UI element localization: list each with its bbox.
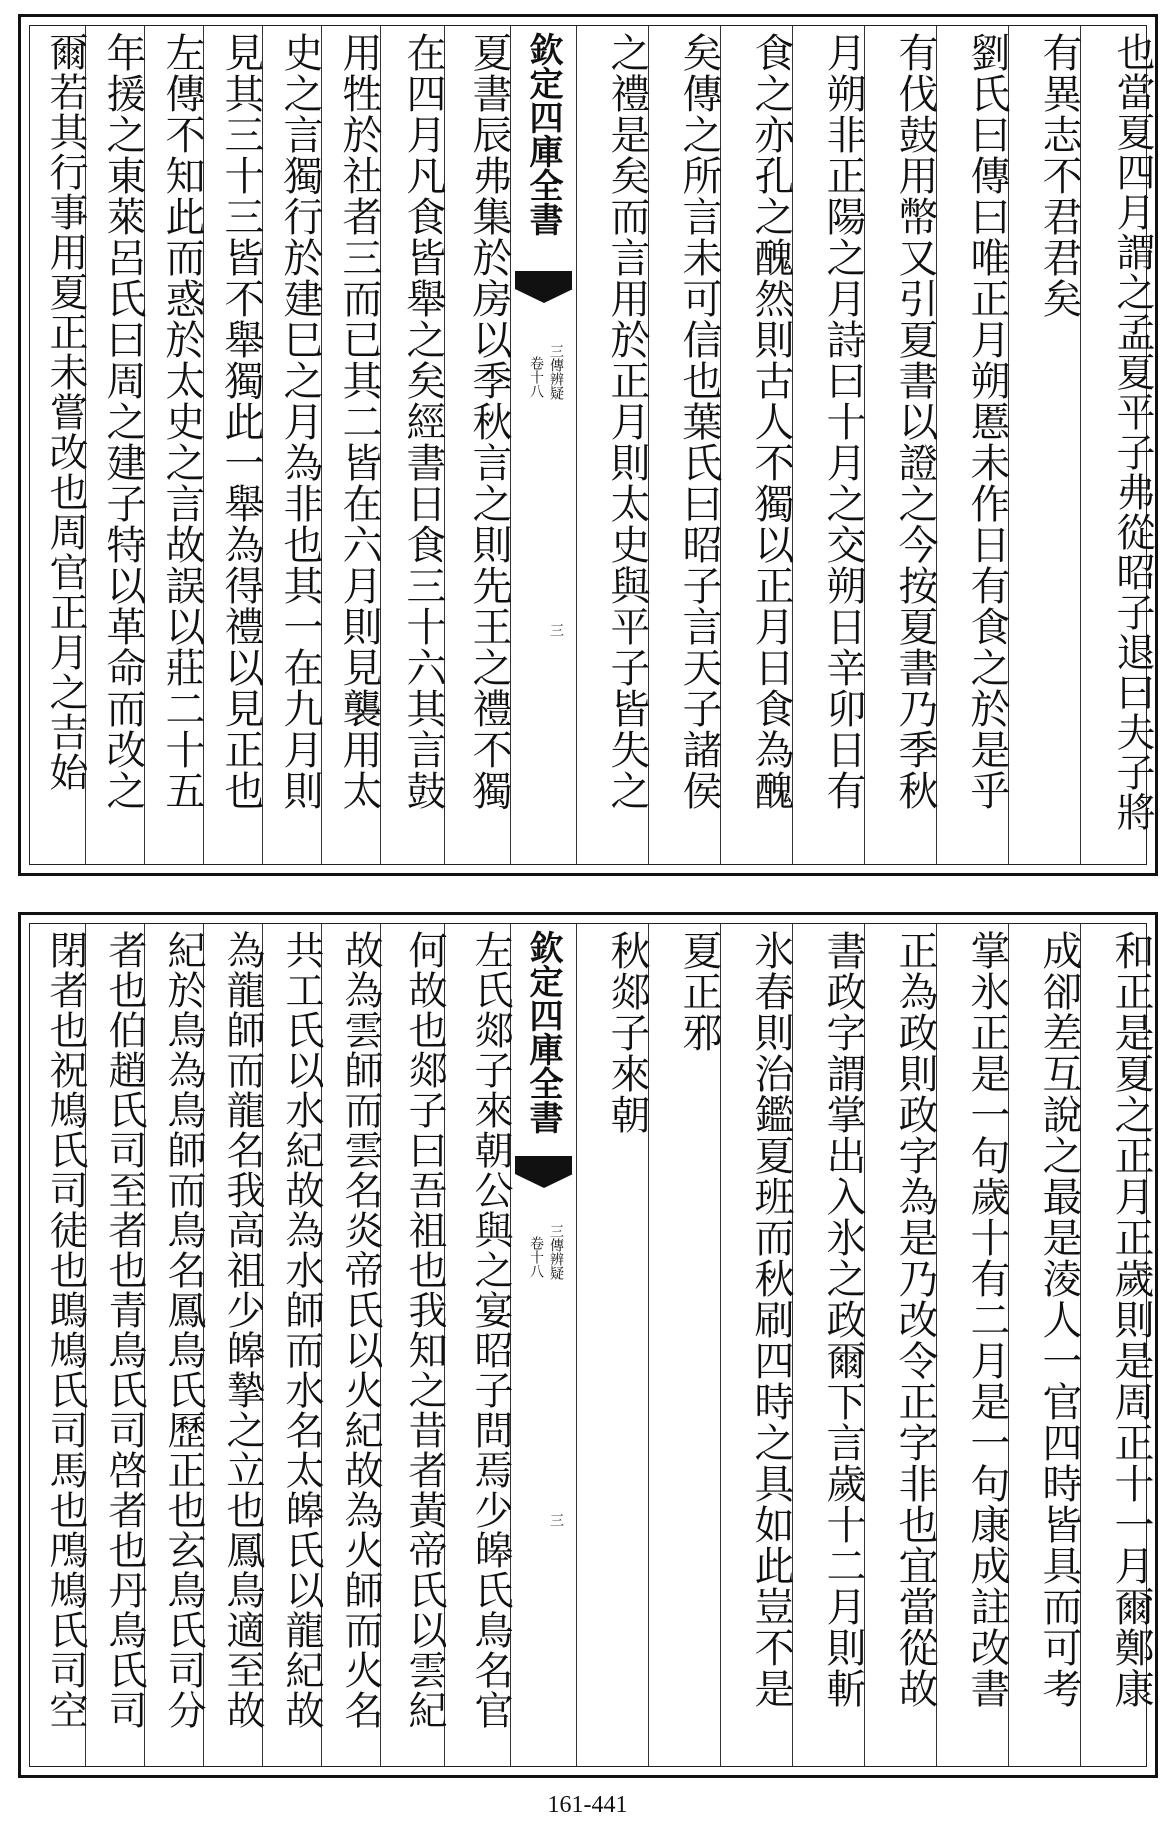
text-column	[321, 26, 380, 864]
page-number: 三	[548, 1513, 564, 1527]
text-column	[85, 26, 144, 864]
column-text: 正為政則政字為是乃改令正字非也宜當從故	[892, 930, 938, 1709]
book-series-title: 欽定四庫全書	[523, 930, 563, 1134]
bottom-page-frame	[29, 923, 1154, 1767]
bottom-page	[18, 912, 1158, 1778]
text-column	[1080, 26, 1155, 864]
text-column	[720, 924, 792, 1766]
column-text: 夏正邪	[676, 930, 722, 1053]
center-fold-column	[510, 924, 576, 1766]
column-text: 年援之東萊呂氏曰周之建子特以革命而改之	[100, 32, 146, 811]
text-column	[792, 924, 864, 1766]
text-column	[85, 924, 147, 1766]
column-text: 秋郯子來朝	[604, 930, 650, 1135]
column-text: 掌氷正是一句歲十有二月是一句康成註改書	[964, 930, 1010, 1709]
column-text: 紀於鳥為鳥師而鳥名鳳鳥氏歷正也玄鳥氏司分	[161, 930, 206, 1730]
column-text: 劉氏曰傳曰唯正月朔慝未作日有食之於是乎	[964, 32, 1010, 811]
volume-label: 卷十八	[528, 356, 544, 398]
column-text: 之禮是矣而言用於正月則太史與平子皆失之	[604, 32, 650, 811]
text-column	[380, 26, 444, 864]
text-column	[262, 924, 324, 1766]
column-text: 左傳不知此而惑於太史之言故誤以莊二十五	[159, 32, 205, 811]
column-text: 在四月凡食皆舉之矣經書日食三十六其言鼓	[400, 32, 446, 811]
center-fold	[576, 26, 577, 864]
column-text: 氷春則治鑑夏班而秋刷四時之具如此豈不是	[748, 930, 794, 1709]
column-text: 和正是夏之正月正歲則是周正十一月爾鄭康	[1108, 930, 1154, 1709]
column-text: 者也伯趙氏司至者也青鳥氏司啓者也丹鳥氏司	[102, 930, 147, 1730]
text-column	[648, 924, 720, 1766]
top-page-frame	[29, 25, 1155, 865]
text-column	[444, 924, 513, 1766]
text-column	[30, 924, 88, 1766]
column-text: 為龍師而龍名我高祖少皞摯之立也鳳鳥適至故	[220, 930, 265, 1730]
column-text: 用牲於社者三而已其二皆在六月則見襲用太	[336, 32, 382, 811]
text-column	[1008, 924, 1080, 1766]
text-column	[648, 26, 720, 864]
column-text: 閉者也祝鳩氏司徒也鴡鳩氏司馬也鳲鳩氏司空	[43, 930, 88, 1730]
text-column	[144, 26, 203, 864]
text-column	[321, 924, 383, 1766]
text-column	[792, 26, 864, 864]
column-text: 故為雲師而雲名炎帝氏以火紀故為火師而火名	[338, 930, 383, 1730]
book-title: 三傳辨疑	[548, 344, 564, 400]
text-column	[720, 26, 792, 864]
top-page	[18, 14, 1158, 876]
fishtail-mark	[515, 1156, 572, 1174]
column-text: 見其三十三皆不舉獨此一舉為得禮以見正也	[218, 32, 264, 811]
fishtail-notch	[515, 289, 573, 303]
text-column	[144, 924, 206, 1766]
text-column	[1008, 26, 1080, 864]
text-column	[262, 26, 321, 864]
column-text: 有異志不君君矣	[1036, 32, 1082, 319]
book-series-title: 欽定四庫全書	[523, 32, 563, 236]
text-column	[203, 924, 265, 1766]
column-text: 矣傳之所言未可信也葉氏曰昭子言天子諸侯	[676, 32, 722, 811]
text-column	[864, 26, 936, 864]
text-column	[576, 26, 648, 864]
text-column	[576, 924, 648, 1766]
fishtail-mark	[515, 271, 572, 289]
fishtail-notch	[515, 1174, 573, 1188]
text-column	[30, 26, 88, 864]
column-text: 左氏郯子來朝公與之宴昭子問焉少皞氏鳥名官	[468, 930, 513, 1730]
column-text: 月朔非正陽之月詩曰十月之交朔日辛卯日有	[820, 32, 866, 811]
page-number: 三	[548, 623, 564, 637]
column-text: 有伐鼓用幣又引夏書以證之今按夏書乃季秋	[892, 32, 938, 811]
column-text: 爾若其行事用夏正未嘗改也周官正月之吉始	[43, 32, 88, 792]
column-text: 夏書辰弗集於房以季秋言之則先王之禮不獨	[466, 32, 512, 811]
text-column	[444, 26, 510, 864]
page-footer-number: 161-441	[547, 1792, 628, 1818]
column-text: 史之言獨行於建巳之月為非也其一在九月則	[277, 32, 323, 811]
volume-label: 卷十八	[528, 1236, 544, 1278]
text-column	[936, 26, 1008, 864]
column-text: 共工氏以水紀故為水師而水名太皞氏以龍紀故	[279, 930, 324, 1730]
text-column	[936, 924, 1008, 1766]
column-text: 書政字謂掌出入氷之政爾下言歲十二月則斬	[820, 930, 866, 1709]
column-text: 成卻差互說之最是淩人一官四時皆具而可考	[1036, 930, 1082, 1709]
text-column	[1080, 924, 1152, 1766]
column-text: 何故也郯子曰吾祖也我知之昔者黃帝氏以雲紀	[402, 930, 447, 1730]
text-column	[380, 924, 447, 1766]
column-text: 食之亦孔之醜然則古人不獨以正月日食為醜	[748, 32, 794, 811]
book-title: 三傳辨疑	[548, 1224, 564, 1280]
center-fold-column	[510, 26, 576, 864]
text-column	[864, 924, 936, 1766]
text-column	[203, 26, 262, 864]
column-text: 也當夏四月謂之孟夏平子弗從昭子退曰夫子將	[1110, 32, 1155, 832]
